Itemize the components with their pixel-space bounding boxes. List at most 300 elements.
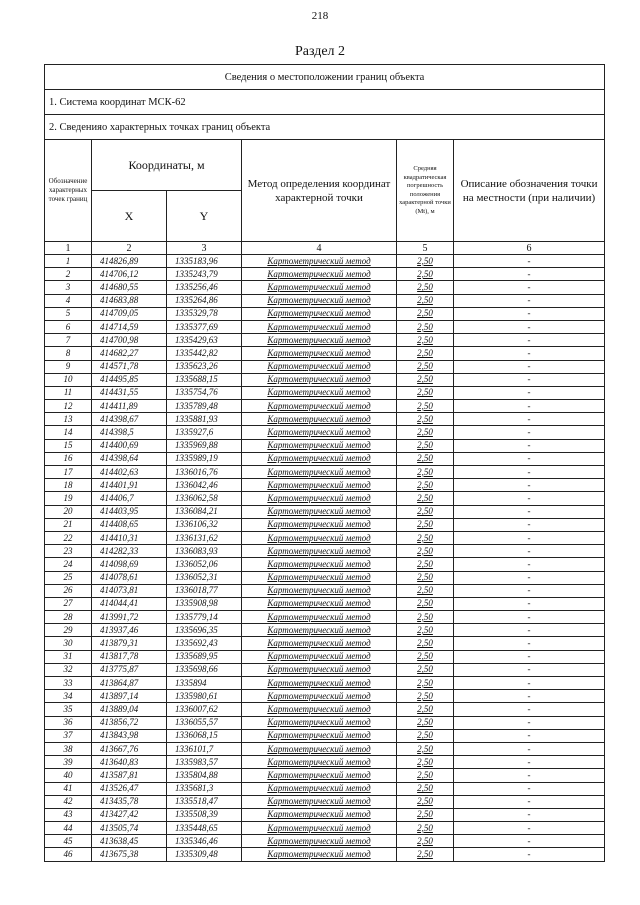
coord-x: 413864,87 — [92, 677, 167, 690]
point-number: 44 — [45, 822, 92, 835]
method: Картометрический метод — [242, 848, 397, 861]
description: - — [454, 703, 605, 716]
header-coords: Координаты, м — [92, 140, 242, 191]
accuracy: 2,50 — [397, 294, 454, 307]
coord-y: 1335377,69 — [167, 320, 242, 333]
point-number: 16 — [45, 452, 92, 465]
method: Картометрический метод — [242, 808, 397, 821]
table-row — [45, 307, 605, 320]
point-number: 42 — [45, 795, 92, 808]
point-number: 15 — [45, 439, 92, 452]
point-number: 22 — [45, 531, 92, 544]
point-number: 14 — [45, 426, 92, 439]
accuracy: 2,50 — [397, 452, 454, 465]
coord-x: 413879,31 — [92, 637, 167, 650]
method: Картометрический метод — [242, 584, 397, 597]
coord-x: 414398,64 — [92, 452, 167, 465]
table-row — [45, 545, 605, 558]
point-number: 1 — [45, 255, 92, 268]
coord-x: 413638,45 — [92, 835, 167, 848]
description: - — [454, 439, 605, 452]
table-row — [45, 848, 605, 861]
point-number: 11 — [45, 386, 92, 399]
coord-y: 1336055,57 — [167, 716, 242, 729]
table-row — [45, 571, 605, 584]
coord-y: 1335623,26 — [167, 360, 242, 373]
coord-x: 413435,78 — [92, 795, 167, 808]
method: Картометрический метод — [242, 558, 397, 571]
coord-y: 1335309,48 — [167, 848, 242, 861]
accuracy: 2,50 — [397, 307, 454, 320]
accuracy: 2,50 — [397, 268, 454, 281]
accuracy: 2,50 — [397, 822, 454, 835]
accuracy: 2,50 — [397, 677, 454, 690]
method: Картометрический метод — [242, 663, 397, 676]
accuracy: 2,50 — [397, 716, 454, 729]
point-number: 37 — [45, 729, 92, 742]
coord-x: 414706,12 — [92, 268, 167, 281]
coord-x: 413427,42 — [92, 808, 167, 821]
coord-y: 1336131,62 — [167, 531, 242, 544]
table-row — [45, 386, 605, 399]
accuracy: 2,50 — [397, 637, 454, 650]
table-row — [45, 611, 605, 624]
description: - — [454, 268, 605, 281]
method: Картометрический метод — [242, 624, 397, 637]
coord-y: 1335927,6 — [167, 426, 242, 439]
table-row — [45, 400, 605, 413]
accuracy: 2,50 — [397, 492, 454, 505]
description: - — [454, 531, 605, 544]
table-row — [45, 439, 605, 452]
table-row — [45, 703, 605, 716]
accuracy: 2,50 — [397, 426, 454, 439]
coord-y: 1335692,43 — [167, 637, 242, 650]
point-number: 41 — [45, 782, 92, 795]
table-row — [45, 716, 605, 729]
description: - — [454, 835, 605, 848]
table-row — [45, 294, 605, 307]
coord-x: 414495,85 — [92, 373, 167, 386]
accuracy: 2,50 — [397, 360, 454, 373]
description: - — [454, 426, 605, 439]
method: Картометрический метод — [242, 690, 397, 703]
table-row — [45, 729, 605, 742]
accuracy: 2,50 — [397, 400, 454, 413]
point-number: 45 — [45, 835, 92, 848]
method: Картометрический метод — [242, 479, 397, 492]
point-number: 33 — [45, 677, 92, 690]
point-number: 40 — [45, 769, 92, 782]
description: - — [454, 505, 605, 518]
coord-y: 1335681,3 — [167, 782, 242, 795]
accuracy: 2,50 — [397, 584, 454, 597]
point-number: 32 — [45, 663, 92, 676]
description: - — [454, 822, 605, 835]
table-row — [45, 663, 605, 676]
section-title: Раздел 2 — [294, 44, 346, 59]
table-row — [45, 452, 605, 465]
table-row — [45, 690, 605, 703]
method: Картометрический метод — [242, 518, 397, 531]
method: Картометрический метод — [242, 281, 397, 294]
method: Картометрический метод — [242, 835, 397, 848]
point-number: 8 — [45, 347, 92, 360]
point-number: 28 — [45, 611, 92, 624]
description: - — [454, 756, 605, 769]
accuracy: 2,50 — [397, 597, 454, 610]
coord-y: 1335696,35 — [167, 624, 242, 637]
description: - — [454, 729, 605, 742]
description: - — [454, 479, 605, 492]
coord-y: 1335908,98 — [167, 597, 242, 610]
coord-y: 1335264,86 — [167, 294, 242, 307]
description: - — [454, 742, 605, 755]
coord-x: 413640,83 — [92, 756, 167, 769]
description: - — [454, 808, 605, 821]
description: - — [454, 795, 605, 808]
description: - — [454, 690, 605, 703]
coord-y: 1335789,48 — [167, 400, 242, 413]
header-x: X — [92, 191, 167, 242]
point-number: 4 — [45, 294, 92, 307]
method: Картометрический метод — [242, 716, 397, 729]
method: Картометрический метод — [242, 268, 397, 281]
accuracy: 2,50 — [397, 334, 454, 347]
coord-x: 413897,14 — [92, 690, 167, 703]
coord-y: 1336106,32 — [167, 518, 242, 531]
coord-y: 1336084,21 — [167, 505, 242, 518]
point-number: 2 — [45, 268, 92, 281]
description: - — [454, 545, 605, 558]
point-number: 36 — [45, 716, 92, 729]
description: - — [454, 782, 605, 795]
method: Картометрический метод — [242, 492, 397, 505]
coord-x: 414826,89 — [92, 255, 167, 268]
accuracy: 2,50 — [397, 769, 454, 782]
description: - — [454, 716, 605, 729]
table-row — [45, 782, 605, 795]
table-row — [45, 597, 605, 610]
point-number: 30 — [45, 637, 92, 650]
coord-x: 413667,76 — [92, 742, 167, 755]
coord-y: 1335448,65 — [167, 822, 242, 835]
table-row — [45, 808, 605, 821]
point-number: 3 — [45, 281, 92, 294]
coord-y: 1335442,82 — [167, 347, 242, 360]
coord-y: 1335980,61 — [167, 690, 242, 703]
point-number: 18 — [45, 479, 92, 492]
point-number: 20 — [45, 505, 92, 518]
accuracy: 2,50 — [397, 320, 454, 333]
coord-x: 413991,72 — [92, 611, 167, 624]
table-row — [45, 360, 605, 373]
column-number: 3 — [167, 242, 242, 255]
description: - — [454, 848, 605, 861]
method: Картометрический метод — [242, 505, 397, 518]
table-row — [45, 624, 605, 637]
coord-y: 1335698,66 — [167, 663, 242, 676]
coord-x: 414078,61 — [92, 571, 167, 584]
point-number: 25 — [45, 571, 92, 584]
coord-y: 1336101,7 — [167, 742, 242, 755]
method: Картометрический метод — [242, 320, 397, 333]
coord-x: 414398,5 — [92, 426, 167, 439]
accuracy: 2,50 — [397, 848, 454, 861]
table-row — [45, 584, 605, 597]
table-row — [45, 255, 605, 268]
accuracy: 2,50 — [397, 756, 454, 769]
coord-x: 414400,69 — [92, 439, 167, 452]
coord-x: 414401,91 — [92, 479, 167, 492]
accuracy: 2,50 — [397, 505, 454, 518]
coord-y: 1336042,46 — [167, 479, 242, 492]
description: - — [454, 386, 605, 399]
accuracy: 2,50 — [397, 742, 454, 755]
description: - — [454, 294, 605, 307]
coord-x: 414571,78 — [92, 360, 167, 373]
point-number: 43 — [45, 808, 92, 821]
coord-x: 413775,87 — [92, 663, 167, 676]
boundary-table — [44, 64, 605, 862]
method: Картометрический метод — [242, 545, 397, 558]
coord-x: 413843,98 — [92, 729, 167, 742]
point-number: 34 — [45, 690, 92, 703]
point-number: 24 — [45, 558, 92, 571]
description: - — [454, 452, 605, 465]
coord-y: 1336016,76 — [167, 466, 242, 479]
method: Картометрический метод — [242, 360, 397, 373]
accuracy: 2,50 — [397, 439, 454, 452]
point-number: 10 — [45, 373, 92, 386]
description: - — [454, 413, 605, 426]
table-row — [45, 505, 605, 518]
description: - — [454, 611, 605, 624]
method: Картометрический метод — [242, 571, 397, 584]
accuracy: 2,50 — [397, 413, 454, 426]
method: Картометрический метод — [242, 637, 397, 650]
coord-x: 414411,89 — [92, 400, 167, 413]
method: Картометрический метод — [242, 466, 397, 479]
header-description: Описание обозначения точки на местности (при наличии) — [454, 140, 605, 242]
table-row — [45, 558, 605, 571]
coord-y: 1335329,78 — [167, 307, 242, 320]
accuracy: 2,50 — [397, 703, 454, 716]
coord-x: 413675,38 — [92, 848, 167, 861]
point-number: 35 — [45, 703, 92, 716]
table-row — [45, 795, 605, 808]
method: Картометрический метод — [242, 729, 397, 742]
method: Картометрический метод — [242, 822, 397, 835]
description: - — [454, 466, 605, 479]
point-number: 6 — [45, 320, 92, 333]
coord-y: 1335804,88 — [167, 769, 242, 782]
coord-x: 414044,41 — [92, 597, 167, 610]
description: - — [454, 400, 605, 413]
coord-y: 1336083,93 — [167, 545, 242, 558]
coord-x: 413856,72 — [92, 716, 167, 729]
coord-y: 1335894 — [167, 677, 242, 690]
description: - — [454, 663, 605, 676]
method: Картометрический метод — [242, 373, 397, 386]
description: - — [454, 347, 605, 360]
coord-x: 413587,81 — [92, 769, 167, 782]
description: - — [454, 637, 605, 650]
coord-y: 1335429,63 — [167, 334, 242, 347]
point-number: 21 — [45, 518, 92, 531]
accuracy: 2,50 — [397, 281, 454, 294]
point-number: 9 — [45, 360, 92, 373]
coord-x: 414714,59 — [92, 320, 167, 333]
coord-x: 414073,81 — [92, 584, 167, 597]
point-number: 46 — [45, 848, 92, 861]
point-number: 12 — [45, 400, 92, 413]
description: - — [454, 677, 605, 690]
description: - — [454, 650, 605, 663]
table-row — [45, 822, 605, 835]
table-row — [45, 835, 605, 848]
description: - — [454, 584, 605, 597]
coord-x: 413889,04 — [92, 703, 167, 716]
method: Картометрический метод — [242, 307, 397, 320]
coord-y: 1336052,31 — [167, 571, 242, 584]
method: Картометрический метод — [242, 400, 397, 413]
method: Картометрический метод — [242, 769, 397, 782]
coord-system: 1. Система координат МСК-62 — [45, 90, 605, 115]
accuracy: 2,50 — [397, 545, 454, 558]
coord-y: 1335346,46 — [167, 835, 242, 848]
description: - — [454, 518, 605, 531]
description: - — [454, 307, 605, 320]
coord-y: 1335256,46 — [167, 281, 242, 294]
point-number: 5 — [45, 307, 92, 320]
point-number: 26 — [45, 584, 92, 597]
column-number: 4 — [242, 242, 397, 255]
method: Картометрический метод — [242, 439, 397, 452]
method: Картометрический метод — [242, 703, 397, 716]
method: Картометрический метод — [242, 255, 397, 268]
coord-x: 413937,46 — [92, 624, 167, 637]
accuracy: 2,50 — [397, 835, 454, 848]
description: - — [454, 558, 605, 571]
table-row — [45, 756, 605, 769]
coord-x: 414682,27 — [92, 347, 167, 360]
method: Картометрический метод — [242, 756, 397, 769]
column-number-row — [45, 242, 605, 255]
table-row — [45, 347, 605, 360]
table-row — [45, 531, 605, 544]
coord-x: 414282,33 — [92, 545, 167, 558]
method: Картометрический метод — [242, 531, 397, 544]
accuracy: 2,50 — [397, 386, 454, 399]
description: - — [454, 492, 605, 505]
coord-y: 1336062,58 — [167, 492, 242, 505]
coord-x: 414431,55 — [92, 386, 167, 399]
accuracy: 2,50 — [397, 808, 454, 821]
header-y: Y — [167, 191, 242, 242]
accuracy: 2,50 — [397, 571, 454, 584]
accuracy: 2,50 — [397, 347, 454, 360]
method: Картометрический метод — [242, 611, 397, 624]
method: Картометрический метод — [242, 795, 397, 808]
coord-x: 414403,95 — [92, 505, 167, 518]
table-row — [45, 413, 605, 426]
description: - — [454, 624, 605, 637]
method: Картометрический метод — [242, 677, 397, 690]
column-number: 2 — [92, 242, 167, 255]
accuracy: 2,50 — [397, 518, 454, 531]
accuracy: 2,50 — [397, 782, 454, 795]
coord-x: 414406,7 — [92, 492, 167, 505]
coord-y: 1336007,62 — [167, 703, 242, 716]
table-row — [45, 518, 605, 531]
method: Картометрический метод — [242, 742, 397, 755]
table-row — [45, 466, 605, 479]
accuracy: 2,50 — [397, 531, 454, 544]
coord-y: 1336068,15 — [167, 729, 242, 742]
point-number: 13 — [45, 413, 92, 426]
accuracy: 2,50 — [397, 479, 454, 492]
description: - — [454, 281, 605, 294]
table-row — [45, 677, 605, 690]
accuracy: 2,50 — [397, 650, 454, 663]
table-row — [45, 426, 605, 439]
accuracy: 2,50 — [397, 558, 454, 571]
method: Картометрический метод — [242, 413, 397, 426]
page-number: 218 — [311, 10, 329, 22]
method: Картометрический метод — [242, 426, 397, 439]
point-number: 31 — [45, 650, 92, 663]
coord-y: 1335754,76 — [167, 386, 242, 399]
table-row — [45, 268, 605, 281]
description: - — [454, 360, 605, 373]
table-row — [45, 769, 605, 782]
point-number: 7 — [45, 334, 92, 347]
method: Картометрический метод — [242, 650, 397, 663]
coord-x: 413817,78 — [92, 650, 167, 663]
coord-y: 1335243,79 — [167, 268, 242, 281]
coord-x: 414683,88 — [92, 294, 167, 307]
coord-x: 414700,98 — [92, 334, 167, 347]
coord-y: 1335969,88 — [167, 439, 242, 452]
header-method: Метод определения координат характерной точки — [242, 140, 397, 242]
table-row — [45, 492, 605, 505]
coord-y: 1336018,77 — [167, 584, 242, 597]
coord-x: 414410,31 — [92, 531, 167, 544]
point-number: 38 — [45, 742, 92, 755]
table-row — [45, 650, 605, 663]
accuracy: 2,50 — [397, 373, 454, 386]
point-number: 23 — [45, 545, 92, 558]
accuracy: 2,50 — [397, 611, 454, 624]
table-row — [45, 742, 605, 755]
method: Картометрический метод — [242, 452, 397, 465]
point-number: 19 — [45, 492, 92, 505]
point-number: 17 — [45, 466, 92, 479]
coord-x: 414680,55 — [92, 281, 167, 294]
table-row — [45, 479, 605, 492]
table-row — [45, 637, 605, 650]
coord-x: 413526,47 — [92, 782, 167, 795]
accuracy: 2,50 — [397, 466, 454, 479]
coord-x: 414402,63 — [92, 466, 167, 479]
points-info: 2. Сведенияо характерных точках границ объекта — [45, 115, 605, 140]
method: Картометрический метод — [242, 782, 397, 795]
header-accuracy: Средняя квадратическая погрешность положения характерной точки (Mt), м — [397, 140, 454, 242]
point-number: 39 — [45, 756, 92, 769]
description: - — [454, 320, 605, 333]
accuracy: 2,50 — [397, 690, 454, 703]
